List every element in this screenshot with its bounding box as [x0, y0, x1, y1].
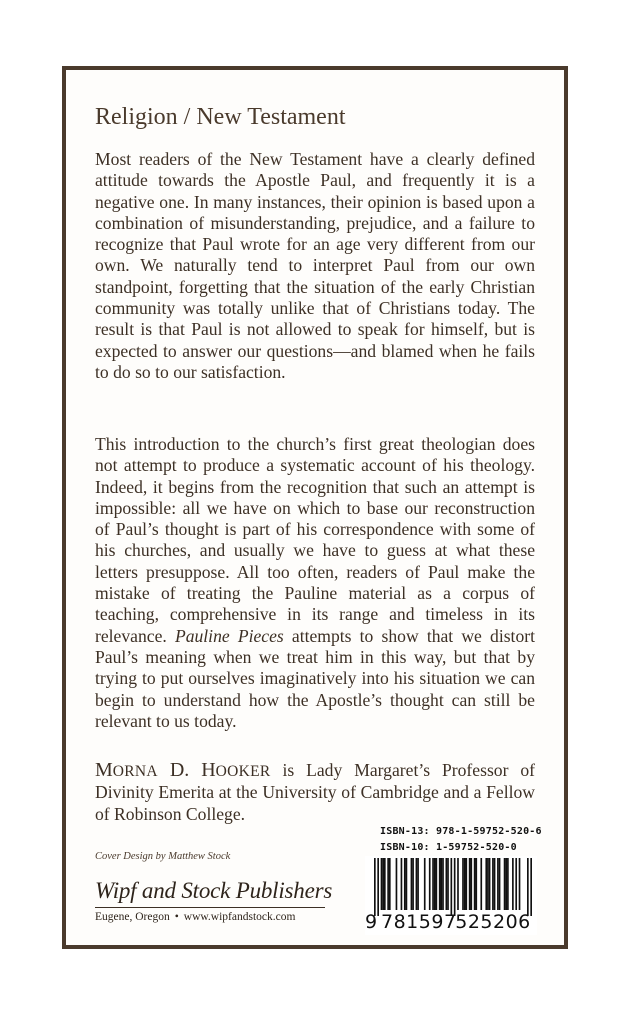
paragraph-2-text-a: This introduction to the church’s first great theologian does not attempt to produce a systematic account of his theology. Indeed, it begins from the recognition that such an attempt is impossible: all we have on which to base our reconstruction of Paul’s thought is part of his correspondence with some of his churches, and usually we have to guess at what these letters presuppose. All too often, readers of Paul make the mistake of treating the Pauline material as a corpus of teaching, comprehensive in its range and timeless in its relevance.	[95, 434, 535, 646]
author-middle: D.	[169, 759, 190, 781]
bullet-separator: •	[174, 911, 179, 923]
barcode-bar	[454, 858, 456, 916]
isbn-10: ISBN-10: 1-59752-520-0	[380, 842, 517, 853]
barcode-bar	[451, 858, 453, 916]
barcode-bar	[515, 858, 517, 910]
barcode-bar	[442, 858, 444, 910]
barcode-bar	[404, 858, 406, 910]
publisher-name: Wipf and Stock Publishers	[95, 878, 333, 903]
publisher-address	[95, 911, 295, 923]
barcode-bar	[446, 858, 448, 910]
isbn-13: ISBN-13: 978-1-59752-520-6	[380, 826, 542, 837]
barcode-lead-digit: 9	[365, 911, 378, 933]
barcode-bar	[382, 858, 384, 910]
barcode-bar	[462, 858, 464, 910]
barcode-digits	[365, 911, 537, 933]
barcode-bar	[507, 858, 509, 910]
barcode-bar	[377, 858, 379, 916]
barcode-bar	[439, 858, 441, 910]
author-name	[95, 760, 271, 780]
barcode-bar	[470, 858, 472, 910]
barcode-bar	[527, 858, 529, 916]
author-bio-text: is Lady Margaret’s Professor of Divinity Emerita at the University of Cambridge and a Fellow of Robinson College.	[95, 760, 536, 824]
barcode	[365, 856, 537, 935]
barcode-bar	[504, 858, 506, 910]
book-title: Pauline Pieces	[174, 625, 284, 646]
author-last-rest: OOKER	[215, 763, 271, 780]
publisher-divider	[95, 907, 325, 908]
barcode-bar	[485, 858, 487, 910]
barcode-bar	[374, 858, 376, 916]
author-first-initial: M	[95, 759, 113, 781]
barcode-bar	[406, 858, 408, 910]
category-heading: Religion / New Testament	[95, 104, 346, 130]
barcode-group-1: 781597	[381, 911, 457, 933]
barcode-bar	[381, 858, 383, 910]
publisher-website: www.wipfandstock.com	[183, 911, 296, 923]
barcode-bar	[417, 858, 419, 910]
barcode-group-2: 525206	[455, 911, 531, 933]
barcode-bar	[530, 858, 532, 916]
barcode-bar	[499, 858, 501, 910]
barcode-bar	[434, 858, 436, 910]
barcode-bar	[447, 858, 449, 910]
publisher-city: Eugene, Oregon	[95, 911, 170, 923]
author-first-rest: ORNA	[112, 763, 158, 780]
barcode-bar	[412, 858, 414, 910]
description-paragraph-1: Most readers of the New Testament have a clearly defined attitude towards the Apostle Paul, and frequently it is a negative one. In many instances, their opinion is based upon a combination of misunderstanding, prejudice, and a failure to recognize that Paul wrote for an age very different from our own. We naturally tend to interpret Paul from our own standpoint, forgetting that the situation of the early Christian community was totally unlike that of Christians today. The result is that Paul is not allowed to speak for himself, but is expected to answer our questions—and blamed when he fails to do so to our satisfaction.	[95, 149, 535, 382]
barcode-bar	[384, 858, 386, 910]
barcode-bar	[487, 858, 489, 910]
paragraph-2-text-b: attempts to show that we distort Paul’s meaning when we treat him in this way, but that by trying to put ourselves imaginatively into his situation we can begin to understand how the Apostle’s thought can still be relevant to us today.	[95, 625, 535, 731]
barcode-bar	[464, 858, 466, 910]
barcode-bar	[474, 858, 476, 910]
barcode-bar	[429, 858, 431, 910]
barcode-bar	[396, 858, 398, 910]
cover-design-credit: Cover Design by Matthew Stock	[95, 851, 231, 862]
barcode-bar	[497, 858, 499, 910]
barcode-bar	[480, 858, 482, 910]
barcode-bar	[401, 858, 403, 910]
barcode-bar	[512, 858, 514, 910]
barcode-bar	[411, 858, 413, 910]
barcode-bar	[519, 858, 521, 910]
author-bio	[95, 760, 535, 825]
barcode-bar	[489, 858, 491, 910]
barcode-bar	[475, 858, 477, 910]
description-paragraph-2	[95, 434, 535, 732]
barcode-bar	[465, 858, 467, 910]
barcode-bar	[505, 858, 507, 910]
barcode-bar	[389, 858, 391, 910]
barcode-bar	[432, 858, 434, 910]
barcode-bar	[469, 858, 471, 910]
barcode-bar	[441, 858, 443, 910]
author-last-initial: H	[201, 759, 216, 781]
barcode-bar	[387, 858, 389, 910]
barcode-bar	[424, 858, 426, 910]
barcode-bar	[457, 858, 459, 910]
barcode-bar	[436, 858, 438, 910]
barcode-bar	[416, 858, 418, 910]
barcode-bar	[494, 858, 496, 910]
barcode-bar	[492, 858, 494, 910]
barcode-bars	[374, 858, 532, 916]
